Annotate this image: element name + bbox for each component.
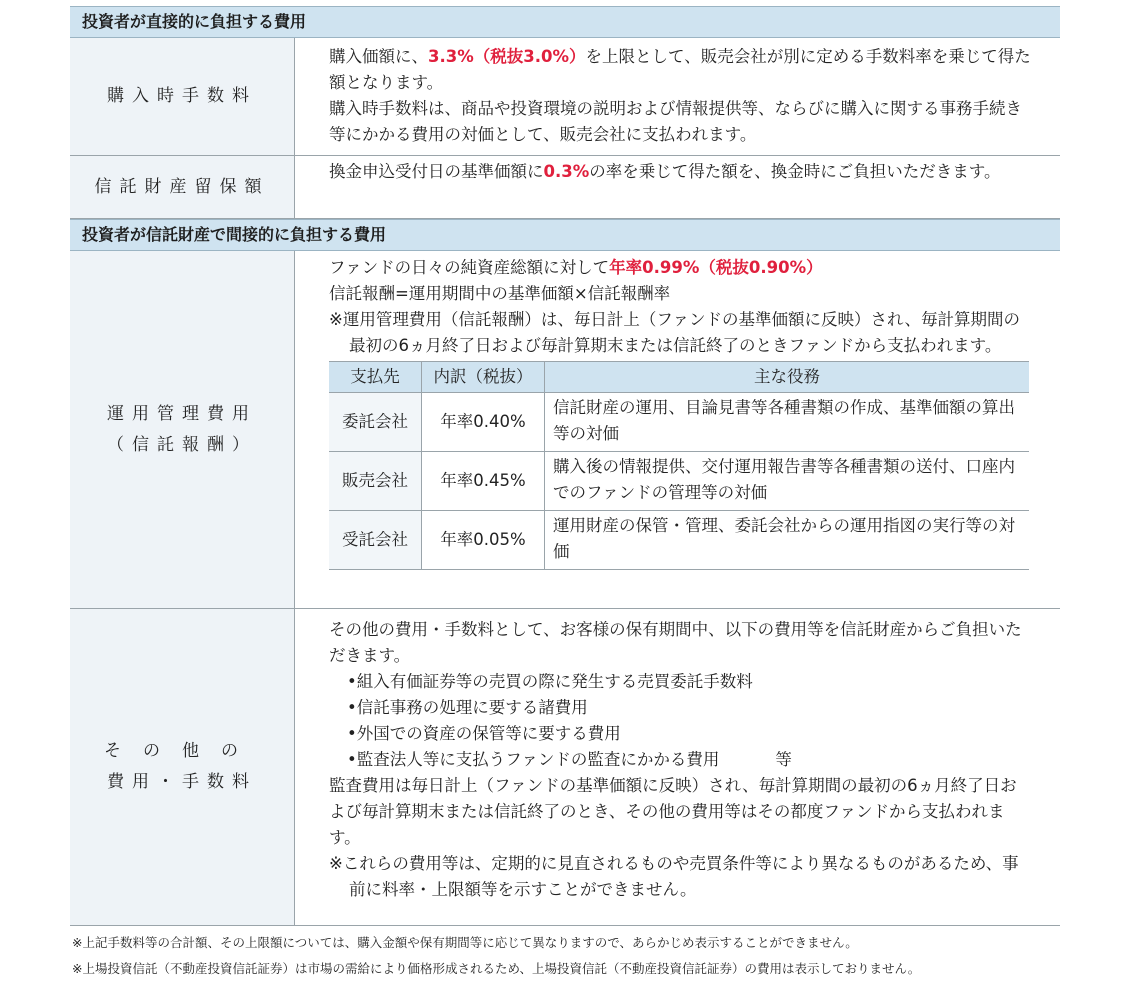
footnote: ※上記手数料等の合計額、その上限額については、購入金額や保有期間等に応じて異なりますので、あらかじめ表示することができません。 bbox=[72, 935, 858, 950]
highlight-rate: 3.3%（税抜3.0%） bbox=[428, 47, 586, 66]
fee-table bbox=[70, 6, 1060, 926]
table-row bbox=[329, 452, 1029, 511]
row-trust-reserve bbox=[70, 156, 1060, 219]
paragraph bbox=[329, 159, 1032, 185]
table-row bbox=[329, 393, 1029, 452]
rate-cell: 年率0.05% bbox=[422, 511, 545, 570]
service-cell: 信託財産の運用、目論見書等各種書類の作成、基準価額の算出等の対価 bbox=[545, 393, 1030, 452]
table-header-row bbox=[329, 362, 1029, 393]
text: の率を乗じて得た額を、換金時にご負担いただきます。 bbox=[589, 162, 1001, 181]
payee-cell: 委託会社 bbox=[329, 393, 422, 452]
row-content bbox=[295, 38, 1060, 155]
paragraph: 信託報酬=運用期間中の基準価額×信託報酬率 bbox=[329, 284, 671, 303]
paragraph: その他の費用・手数料として、お客様の保有期間中、以下の費用等を信託財産からご負担いただきます。 bbox=[329, 620, 1022, 665]
section-header-direct: 投資者が直接的に負担する費用 bbox=[70, 6, 1060, 38]
paragraph: 監査費用は毎日計上（ファンドの基準価額に反映）され、毎計算期間の最初の6ヵ月終了日および毎計算期末または信託終了のとき、その他の費用等はその都度ファンドから支払われます。 bbox=[329, 776, 1017, 847]
row-content bbox=[295, 251, 1060, 608]
rate-cell: 年率0.40% bbox=[422, 393, 545, 452]
payee-cell: 受託会社 bbox=[329, 511, 422, 570]
row-content bbox=[295, 156, 1060, 218]
text: 換金申込受付日の基準価額に bbox=[329, 162, 544, 181]
fee-breakdown-table bbox=[329, 361, 1029, 570]
row-content bbox=[295, 609, 1060, 925]
paragraph bbox=[329, 44, 1032, 96]
text: 等 bbox=[775, 750, 792, 769]
text: ファンドの日々の純資産総額に対して bbox=[329, 258, 610, 277]
list-item: •組入有価証券等の売買の際に発生する売買委託手数料 bbox=[347, 672, 753, 691]
label-line: 費用・手数料 bbox=[107, 772, 257, 792]
footnotes bbox=[72, 930, 920, 982]
row-purchase-fee bbox=[70, 38, 1060, 156]
footnote: ※上場投資信託（不動産投資信託証券）は市場の需給により価格形成されるため、上場投資信託（不動産投資信託証券）の費用は表示しておりません。 bbox=[72, 961, 921, 976]
highlight-rate: 0.3% bbox=[543, 162, 590, 181]
service-cell: 運用財産の保管・管理、委託会社からの運用指図の実行等の対価 bbox=[545, 511, 1030, 570]
column-header: 主な役務 bbox=[545, 362, 1030, 393]
text: •監査法人等に支払うファンドの監査にかかる費用 bbox=[347, 750, 720, 769]
row-other-fees bbox=[70, 609, 1060, 926]
text: を上限として、販売会社が別に定める手数料率を乗じて得た額となります。 bbox=[329, 47, 1031, 92]
row-label bbox=[70, 609, 295, 925]
label-line: 運用管理費用 bbox=[107, 403, 257, 424]
text: 購入価額に、 bbox=[329, 47, 428, 66]
paragraph: 購入時手数料は、商品や投資環境の説明および情報提供等、ならびに購入に関する事務手続き等にかかる費用の対価として、販売会社に支払われます。 bbox=[329, 99, 1022, 144]
rate-cell: 年率0.45% bbox=[422, 452, 545, 511]
service-cell: 購入後の情報提供、交付運用報告書等各種書類の送付、口座内でのファンドの管理等の対価 bbox=[545, 452, 1030, 511]
row-management-fee bbox=[70, 251, 1060, 609]
label-line: （信託報酬） bbox=[107, 434, 257, 455]
list-item bbox=[329, 747, 1032, 773]
list-item: •信託事務の処理に要する諸費用 bbox=[347, 698, 588, 717]
row-label: 購入時手数料 bbox=[70, 38, 295, 155]
highlight-rate: 年率0.99%（税抜0.90%） bbox=[609, 258, 823, 277]
label-line: その他の bbox=[104, 741, 260, 761]
row-label: 信託財産留保額 bbox=[70, 156, 295, 218]
column-header: 内訳（税抜） bbox=[422, 362, 545, 393]
table-row bbox=[329, 511, 1029, 570]
column-header: 支払先 bbox=[329, 362, 422, 393]
note: ※運用管理費用（信託報酬）は、毎日計上（ファンドの基準価額に反映）され、毎計算期間の最初の6ヵ月終了日および毎計算期末または信託終了のときファンドから支払われます。 bbox=[329, 310, 1020, 355]
paragraph bbox=[329, 255, 1032, 281]
note: ※これらの費用等は、定期的に見直されるものや売買条件等により異なるものがあるため、事前に料率・上限額等を示すことができません。 bbox=[329, 854, 1019, 899]
list-item: •外国での資産の保管等に要する費用 bbox=[347, 724, 621, 743]
section-header-indirect: 投資者が信託財産で間接的に負担する費用 bbox=[70, 219, 1060, 251]
payee-cell: 販売会社 bbox=[329, 452, 422, 511]
row-label bbox=[70, 251, 295, 608]
